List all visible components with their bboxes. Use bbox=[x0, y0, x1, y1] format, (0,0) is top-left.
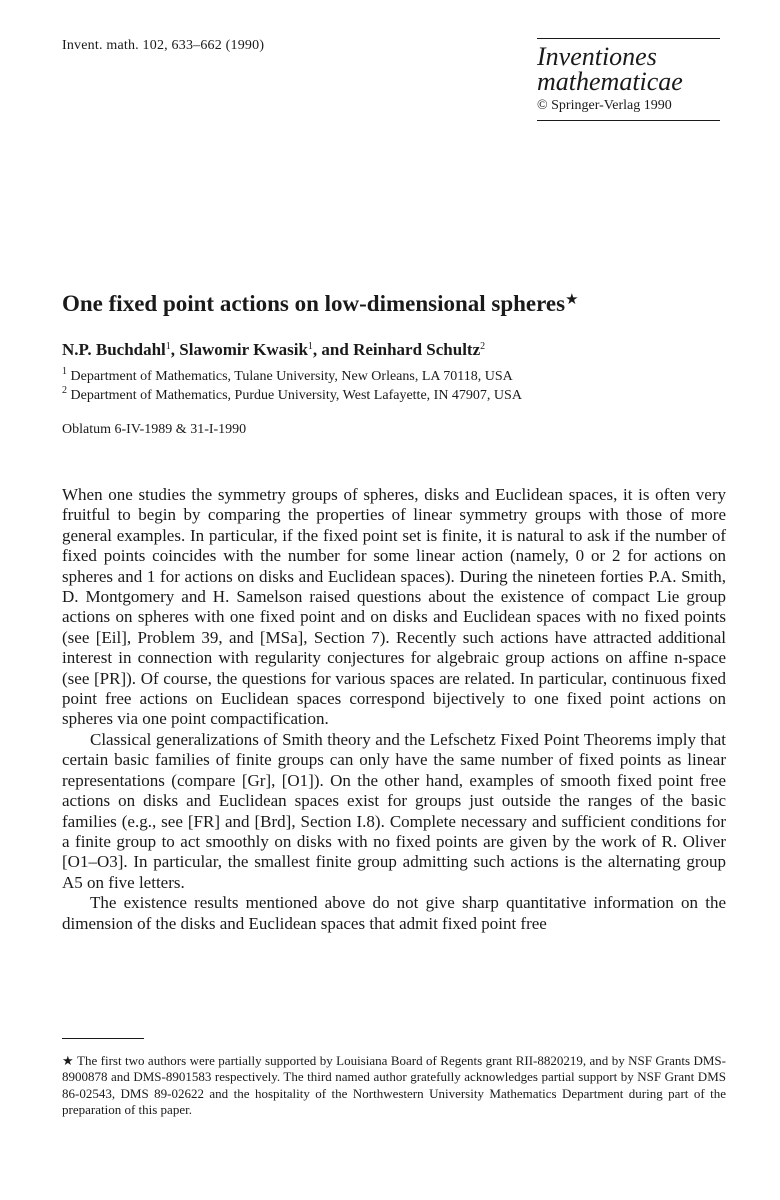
masthead-bottom-rule bbox=[537, 120, 720, 121]
masthead-top-rule bbox=[537, 38, 720, 39]
body-paragraph-3: The existence results mentioned above do not give sharp quantitative information on the dimension of the disks and Euclidean spaces that admit fixed point free bbox=[62, 893, 726, 933]
footnote-marker: ★ bbox=[62, 1053, 74, 1068]
copyright-notice: © Springer-Verlag 1990 bbox=[537, 98, 672, 113]
journal-masthead bbox=[537, 38, 720, 121]
affiliation-2 bbox=[62, 385, 522, 404]
affiliation-number: 2 bbox=[62, 385, 67, 396]
paper-title bbox=[62, 290, 579, 317]
footnote-rule bbox=[62, 1038, 144, 1039]
body-paragraph-2: Classical generalizations of Smith theory and the Lefschetz Fixed Point Theorems imply that certain basic families of finite groups can only have the same number of fixed points as linear representations (compare [Gr], [O1]). On the other hand, examples of smooth fixed point free actions on disks and Euclidean spaces exist for groups just outside the ranges of the basic families (e.g., see [FR] and [Brd], Section I.8). Complete necessary and sufficient conditions for a finite group to act smoothly on disks with no fixed points are given by the work of R. Oliver [O1–O3]. In particular, the smallest finite group admitting such actions is the alternating group A5 on five letters. bbox=[62, 729, 726, 892]
affiliation-text: Department of Mathematics, Tulane University, New Orleans, LA 70118, USA bbox=[70, 369, 513, 384]
author-affiliation-number: 2 bbox=[480, 341, 486, 352]
body-text bbox=[62, 485, 726, 934]
affiliation-text: Department of Mathematics, Purdue University, West Lafayette, IN 47907, USA bbox=[70, 388, 522, 403]
paper-title-text: One fixed point actions on low-dimensional spheres bbox=[62, 291, 566, 316]
author-name: Slawomir Kwasik bbox=[179, 340, 308, 359]
affiliation-1 bbox=[62, 366, 513, 385]
author-separator: , bbox=[170, 340, 180, 359]
title-footnote-marker: ★ bbox=[565, 292, 579, 308]
author-affiliation-number: 1 bbox=[307, 341, 313, 352]
journal-name-line1: Inventiones bbox=[537, 42, 657, 71]
author-and-separator: , and bbox=[312, 340, 354, 359]
author-name: Reinhard Schultz bbox=[353, 340, 481, 359]
body-paragraph-1: When one studies the symmetry groups of spheres, disks and Euclidean spaces, it is often very fruitful to begin by comparing the properties of linear symmetry groups with those of more general examples. In particular, if the fixed point set is finite, it is natural to ask if the number of fixed points coincides with the number for some linear action (namely, 0 or 2 for actions on spheres and 1 for actions on disks and Euclidean spaces). During the nineteen forties P.A. Smith, D. Montgomery and H. Samelson raised questions about the existence of compact Lie group actions on spheres with one fixed point and on disks and Euclidean spaces with no fixed points (see [Eil], Problem 39, and [MSa], Section 7). Recently such actions have attracted additional interest in connection with regularity conjectures for algebraic group actions on affine n-space (see [PR]). Of course, the questions for various spaces are related. In particular, continuous fixed point free actions on Euclidean spaces correspond bijectively to one fixed point actions on spheres via one point compactification. bbox=[62, 485, 726, 729]
journal-name-line2: mathematicae bbox=[537, 67, 683, 96]
footnote bbox=[62, 1053, 726, 1118]
author-affiliation-number: 1 bbox=[165, 341, 171, 352]
journal-citation: Invent. math. 102, 633–662 (1990) bbox=[62, 38, 265, 53]
received-date: Oblatum 6-IV-1989 & 31-I-1990 bbox=[62, 422, 247, 437]
author-name: N.P. Buchdahl bbox=[62, 340, 166, 359]
affiliation-number: 1 bbox=[62, 366, 67, 377]
journal-name bbox=[537, 44, 720, 94]
author-list bbox=[62, 340, 485, 360]
footnote-text: The first two authors were partially supported by Louisiana Board of Regents grant RII-8820219, and by NSF Grants DMS-8900878 and DMS-8901583 respectively. The third named author gratefully acknowledges partial support by NSF Grant DMS 86-02543, DMS 89-02622 and the hospitality of the Northwestern University Mathematics Department during part of the preparation of this paper. bbox=[62, 1053, 726, 1117]
